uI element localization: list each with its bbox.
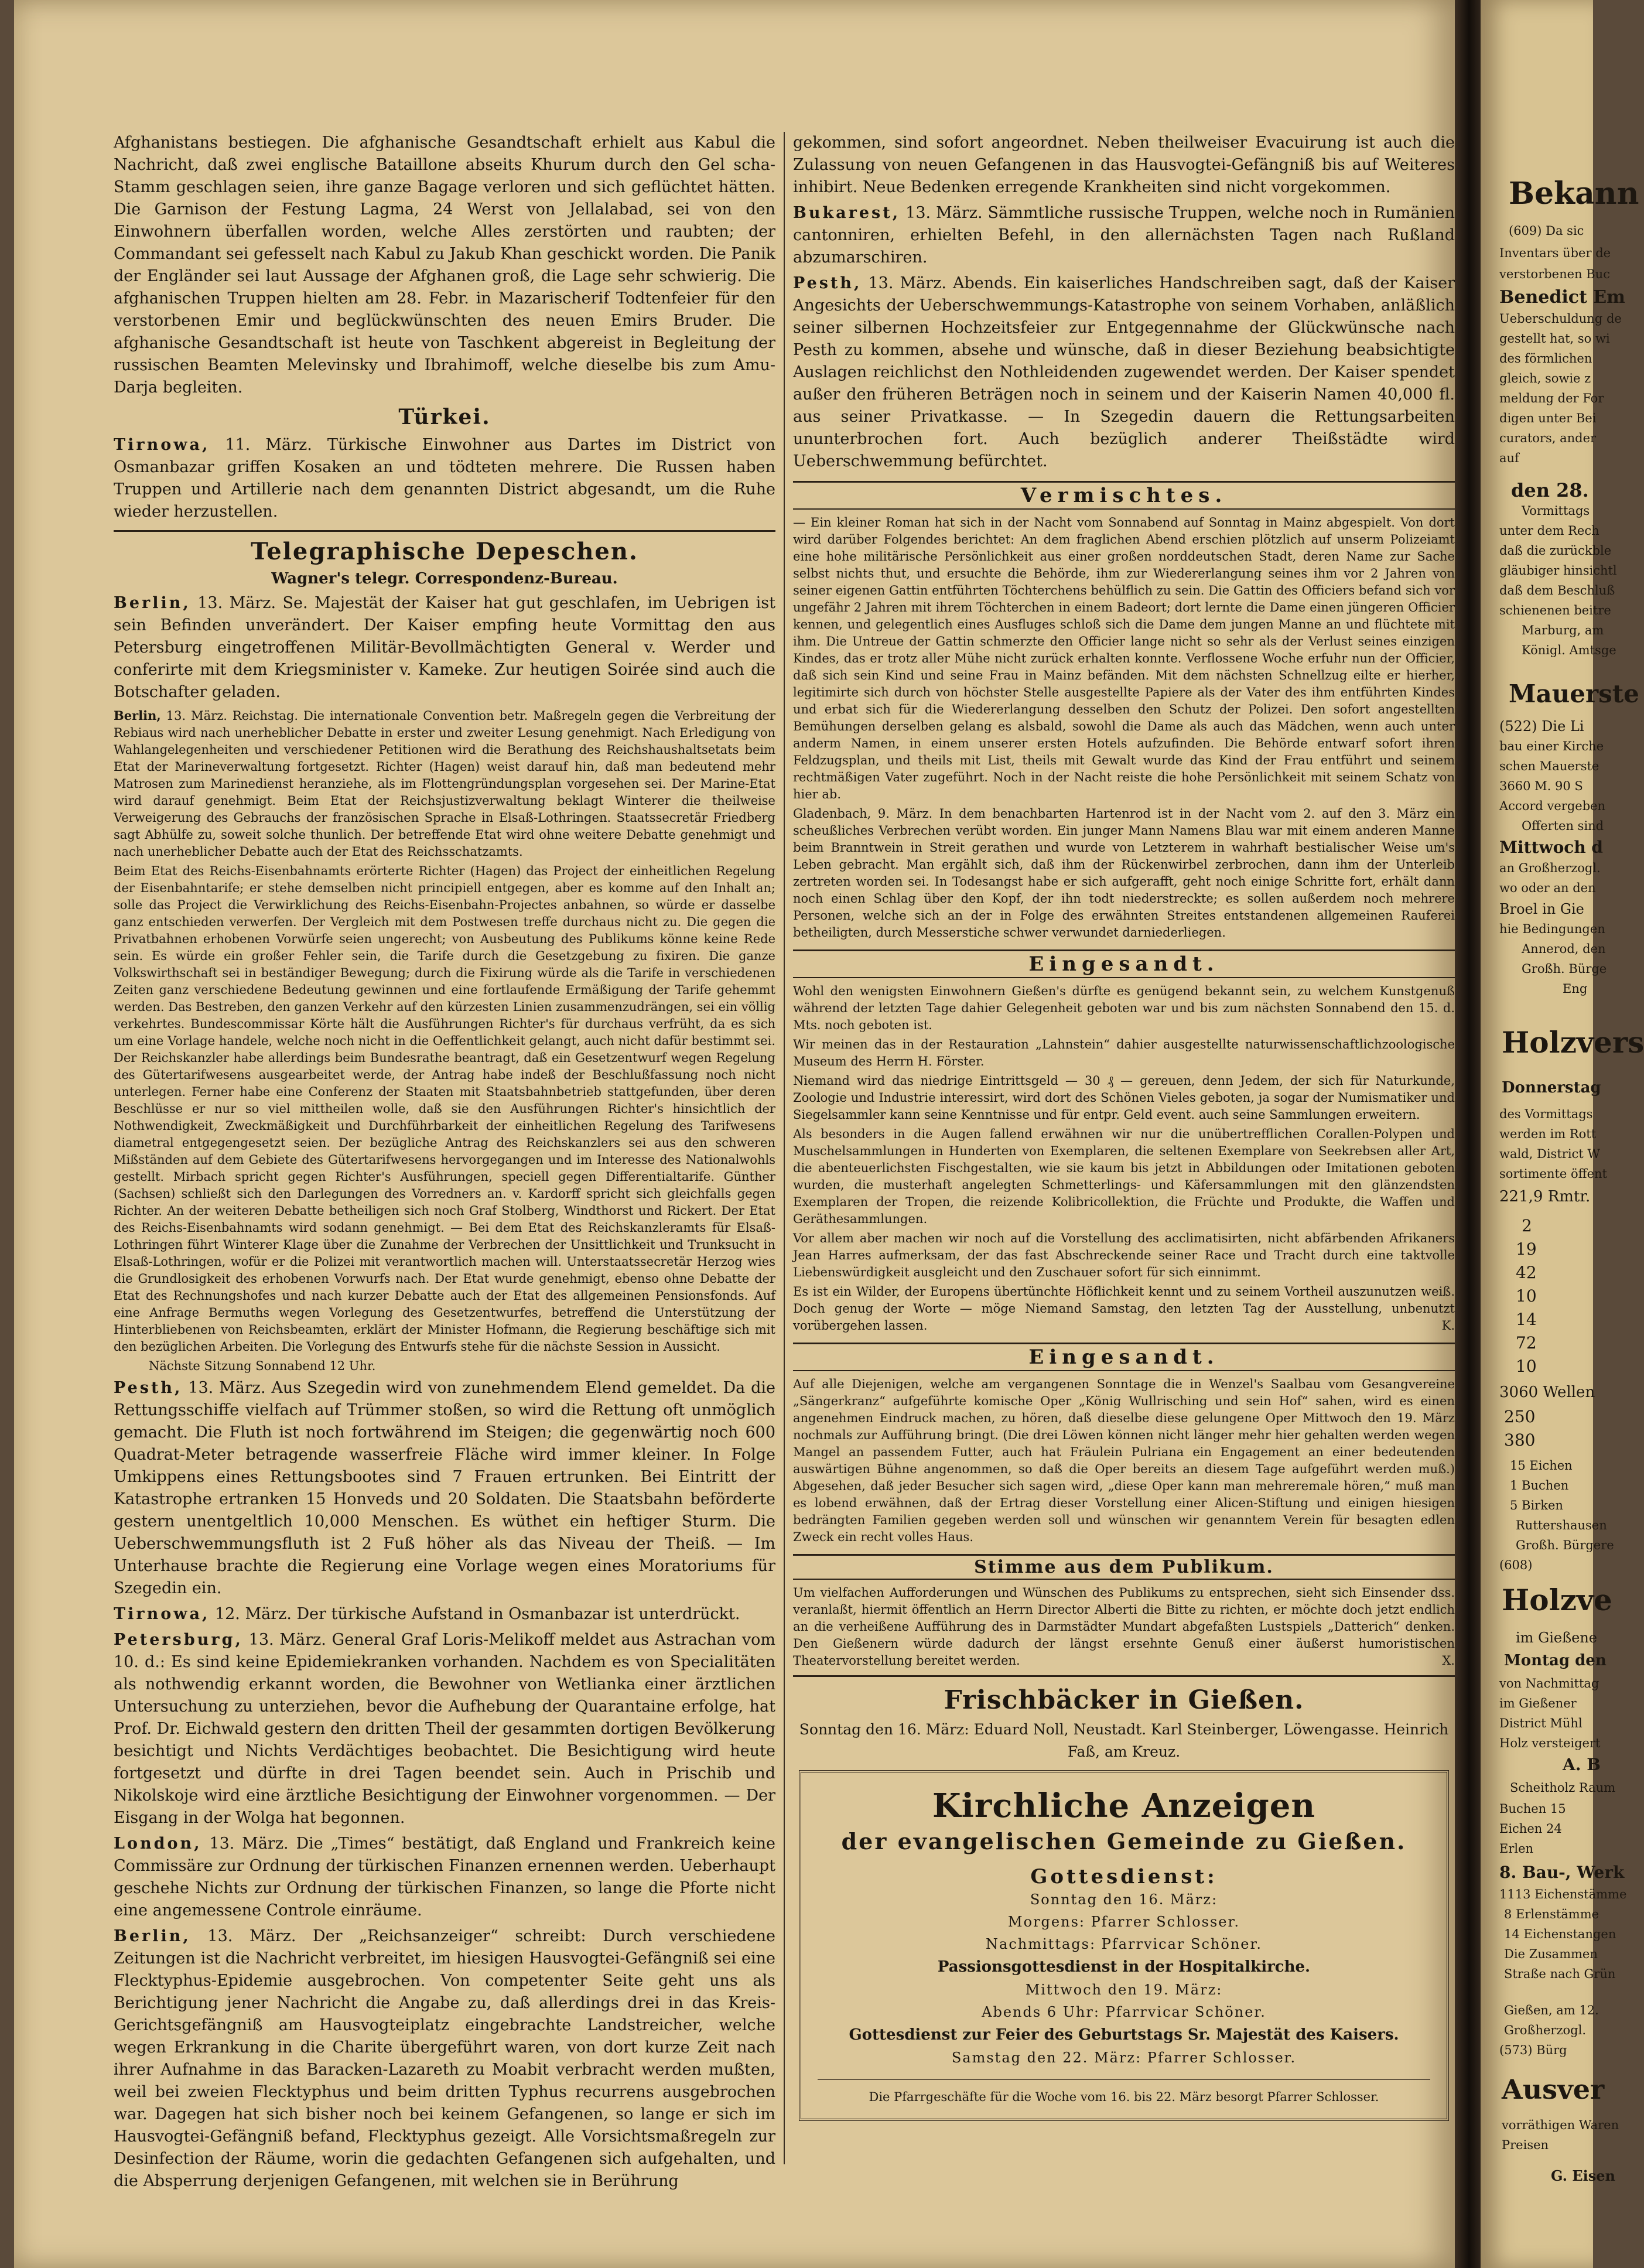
adjacent-text: gestellt hat, so wi xyxy=(1499,332,1610,346)
dispatch-reichstag xyxy=(114,707,775,860)
adjacent-text: 19 xyxy=(1516,1239,1537,1259)
adjacent-text: Mittwoch d xyxy=(1499,838,1604,857)
adjacent-text: daß dem Beschluß xyxy=(1499,583,1615,597)
stimme-text xyxy=(793,1584,1455,1669)
adjacent-text: Annerod, den xyxy=(1522,942,1606,956)
adjacent-text: 10 xyxy=(1516,1357,1537,1376)
adjacent-text: (573) Bürg xyxy=(1499,2043,1567,2057)
adjacent-text: wo oder an den xyxy=(1499,881,1596,895)
article-text: 13. März. Reichstag. Die internationale Convention betr. Maßregeln gegen die Verbreitung der Rebiaus wird nach unerheblicher Debatte in erster und zweiter Lesung genehmigt. Nach Erledigung von Wahlangelegenheiten und verschiedener Petitionen wird die Berathung des Reichshaushaltsetats beim Etat der Marineverwaltung fortgesetzt. Richter (Hagen) weist darauf hin, daß man bedeutend mehr Matrosen zum Marinedienst heranziehe, als im Flottengründungsplan vorgesehen sei. Der Marine-Etat wird darauf genehmigt. Beim Etat der Reichsjustizverwaltung beklagt Winterer die theilweise Verweigerung des Gebrauchs der französischen Sprache in Elsaß-Lothringen. Staatssecretär Friedberg sagt Abhülfe zu, soweit solche thunlich. Der betreffende Etat wird ohne weitere Debatte genehmigt und nach unerheblicher Debatte auch der Etat des Reichsschatzamts. xyxy=(114,709,775,859)
eingesandt-1-p2: Wir meinen das in der Restauration „Lahnstein“ dahier ausgestellte naturwissenschaftlichzoologische Museum des Herrn H. Förster. xyxy=(793,1037,1455,1068)
adjacent-text: des Vormittags xyxy=(1499,1107,1593,1121)
dispatch-continued: gekommen, sind sofort angeordnet. Neben theilweiser Evacuirung ist auch die Zulassung von neuen Gefangenen in das Hausvogtei-Gefängniß bis auf Weiteres inhibirt. Neue Bedenken erregende Krankheiten sind nicht vorgekommen. xyxy=(793,134,1455,196)
adjacent-text: wald, District W xyxy=(1499,1147,1600,1161)
adjacent-text: Montag den xyxy=(1504,1652,1607,1669)
service-heading: Passionsgottesdienst in der Hospitalkirche. xyxy=(937,1958,1311,1976)
adjacent-text: meldung der For xyxy=(1499,391,1604,405)
dateline: Petersburg, xyxy=(114,1631,243,1649)
adjacent-text: Königl. Amtsge xyxy=(1522,643,1616,657)
service-line: Sonntag den 16. März: xyxy=(1030,1891,1218,1908)
adjacent-text: 14 Eichenstangen xyxy=(1504,1927,1616,1941)
adjacent-text: Großh. Bürge xyxy=(1522,962,1607,976)
adjacent-text: Die Zusammen xyxy=(1504,1947,1598,1961)
dispatch-bukarest xyxy=(793,202,1455,269)
adjacent-text: G. Eisen xyxy=(1551,2167,1615,2184)
dispatch-tirnowa-2 xyxy=(114,1603,775,1625)
newspaper-page xyxy=(14,0,1455,2268)
adjacent-text: 10 xyxy=(1516,1286,1537,1306)
service-line: Samstag den 22. März: Pfarrer Schlosser. xyxy=(951,2050,1297,2066)
article-tirnowa-1 xyxy=(114,434,775,523)
column-left xyxy=(114,132,775,2196)
adjacent-text: 221,9 Rmtr. xyxy=(1499,1188,1591,1205)
adjacent-text: vorräthigen Waren xyxy=(1502,2118,1619,2132)
eingesandt-1-p4: Als besonders in die Augen fallend erwähnen wir nur die unübertrefflichen Corallen-Polypen und Muschelsammlungen in Hunderten von Exemplaren, die seltenen Exemplare von Seekrebsen aller Art, die abenteuerlichsten Fischgestalten, wie sie kaum bis jetzt in Abbildungen oder Imitationen geboten wurden, die musterhaft angelegten Schmetterlings- und Käfersammlungen mit den glänzendsten Exemplaren der Tropen, die reizende Kolibricollektion, die Früchte und Produkte, die Waffen und Geräthesammlungen. xyxy=(793,1127,1455,1226)
adjacent-text: Preisen xyxy=(1502,2138,1549,2152)
service-line: Mittwoch den 19. März: xyxy=(1025,1982,1223,1998)
adjacent-text: Straße nach Grün xyxy=(1504,1967,1616,1981)
article-text: 12. März. Der türkische Aufstand in Osmanbazar ist unterdrückt. xyxy=(210,1605,740,1623)
binding-gutter xyxy=(1455,0,1481,2268)
article-text: 13. März. Die „Times“ bestätigt, daß England und Frankreich keine Commissäre zur Ordnung der türkischen Finanzen ernennen werden. Ueberhaupt geschehe Nichts zur Ordnung der türkischen Finanzen, so lange die Pforte nicht eine angemessene Controle einräume. xyxy=(114,1835,775,1919)
dispatch-petersburg xyxy=(114,1629,775,1829)
adjacent-text: Accord vergeben xyxy=(1499,799,1606,813)
adjacent-text: District Mühl xyxy=(1499,1716,1583,1730)
dateline: Tirnowa, xyxy=(114,1605,210,1623)
adjacent-text: Vormittags xyxy=(1522,504,1590,518)
adjacent-text: 3060 Wellen xyxy=(1499,1384,1595,1401)
kirchliche-anzeigen-box xyxy=(799,1770,1449,2121)
dispatch-berlin-3 xyxy=(114,1925,775,2192)
adjacent-text: 8. Bau-, Werk xyxy=(1499,1863,1625,1882)
article-text: 13. März. Abends. Ein kaiserliches Handschreiben sagt, daß der Kaiser Angesichts der Ueberschwemmungs-Katastrophe von seinem Vorhaben, anläßlich seiner silbernen Hochzeitsfeier zur Entgegennahme der Glückwünsche nach Pesth zu kommen, absehe und wünsche, daß in dieser Beziehung beabsichtigte Auslagen reichlichst den Nothleidenden zugewendet werden. Der Kaiser spendet außer den früheren Beträgen noch in seinem und der Kaiserin Namen 40,000 fl. aus seiner Privatkasse. — In Szegedin dauern die Rettungsarbeiten ununterbrochen fort. Auch bezüglich anderer Theißstädte wird Ueberschwemmung befürchtet. xyxy=(793,274,1455,470)
article-text: Um vielfachen Aufforderungen und Wünschen des Publikums zu entsprechen, sieht sich Einsender dss. veranlaßt, hiermit öffentlich an Herrn Director Alberti die Bitte zu richten, er möchte doch jetzt endlich an die verheißene Aufführung des in Darmstädter Mundart abgefaßten Lustspiels „Datterich“ denken. Den Gießenern würde dadurch der längst ersehnte Genuß einer äußerst humoristischen Theatervorstellung bereitet werden. xyxy=(793,1586,1455,1668)
article-text: 13. März. General Graf Loris-Melikoff meldet aus Astrachan vom 10. d.: Es sind keine Epidemiekranken vorhanden. Nachdem es von Specialitäten als nothwendig erkannt worden, die Bewohner von Wetlianka einer ärztlichen Untersuchung zu unterziehen, bevor die Aufhebung der Quarantaine erfolge, hat Prof. Dr. Eichwald gestern den dritten Theil der gesammten dortigen Bevölkerung besichtigt und Nichts Verdächtiges beobachtet. Die Besichtigung wird heute fortgesetzt und dürfte in drei Tagen beendet sein. Auch in Prischib und Nikolskoje wird eine ärztliche Besichtigung der Einwohner vorgenommen. — Der Eisgang in der Wolga hat begonnen. xyxy=(114,1631,775,1827)
adjacent-text: Buchen 15 xyxy=(1499,1802,1566,1816)
gottesdienst-heading: Gottesdienst: xyxy=(1030,1865,1218,1888)
dateline: London, xyxy=(114,1835,202,1853)
pfarrgeschaefte-note: Die Pfarrgeschäfte für die Woche vom 16. bis 22. März besorgt Pfarrer Schlosser. xyxy=(818,2079,1430,2106)
adjacent-text: A. B xyxy=(1563,1755,1601,1774)
article-text: 13. März. Aus Szegedin wird von zunehmendem Elend gemeldet. Da die Rettungsschiffe vielfach auf Trümmer stoßen, so wird die Rettung oft unmöglich gemacht. Die Fluth ist noch fortwährend im Steigen; die gegenwärtig noch 600 Quadrat-Meter betragende wasserfreie Fläche wird immer kleiner. In Folge Umkippens eines Rettungsbootes sind 7 Frauen ertrunken. Bei Eintritt der Katastrophe ertranken 15 Honveds und 20 Soldaten. Die Staatsbahn beförderte gestern unentgeltlich 10,000 Menschen. Es wüthet ein heftiger Sturm. Die Ueberschwemmungsfluth ist 2 Fuß höher als das Niveau der Theiß. — Im Unterhause brachte die Regierung eine Vorlage wegen eines Moratoriums für Szegedin ein. xyxy=(114,1379,775,1597)
article-text: 13. März. Der „Reichsanzeiger“ schreibt: Durch verschiedene Zeitungen ist die Nachricht verbreitet, im hiesigen Hausvogtei-Gefängniß sei eine Flecktyphus-Epidemie ausgebrochen. Von competenter Seite geht uns als Berichtigung jener Nachricht die Angabe zu, daß allerdings drei in das Kreis-Gerichtsgefängniß am Hausvogteiplatz eingebrachte Landstreicher, welche wegen Erkrankung in die Charite übergeführt waren, von dort kurze Zeit nach ihrer Aufnahme in das Baracken-Lazareth zu Moabit verbracht werden mußten, weil bei zweien Flecktyphus und beim dritten Typhus recurrens ausgebrochen war. Dagegen hat sich bisher noch bei keinem Gefangenen, so lange er sich im Hausvogtei-Gefängniß befand, Flecktyphus gezeigt. Alle Vorsichtsmaßregeln zur Desinfection der Räume, worin die gedachten Gefangenen sich aufgehalten, und die Absperrung derjenigen Gefangenen, mit welchen sie in Berührung xyxy=(114,1927,775,2190)
adjacent-text: (522) Die Li xyxy=(1499,718,1584,735)
heading-frischbaecker: Frischbäcker in Gießen. xyxy=(944,1685,1304,1715)
adjacent-text: im Gießener xyxy=(1499,1696,1577,1710)
adjacent-text: 250 xyxy=(1504,1407,1536,1426)
signature: X. xyxy=(1442,1654,1455,1668)
adjacent-text: digen unter Bei xyxy=(1499,411,1597,425)
adjacent-page-edge xyxy=(1481,0,1644,2268)
article-text: 13. März. Se. Majestät der Kaiser hat gut geschlafen, im Uebrigen ist sein Befinden unverändert. Der Kaiser empfing heute Vormittag den aus Petersburg eingetroffenen Militär-Bevollmächtigten General v. Werder und conferirte mit dem Kriegsminister v. Kameke. Zur heutigen Soirée sind auch die Botschafter geladen. xyxy=(114,594,775,701)
column-right xyxy=(793,132,1455,2128)
dispatch-london xyxy=(114,1833,775,1922)
adjacent-text: gleich, sowie z xyxy=(1499,371,1591,385)
dateline: Berlin, xyxy=(114,708,161,723)
adjacent-text: 72 xyxy=(1516,1333,1537,1352)
adjacent-text: schen Mauerste xyxy=(1499,759,1599,773)
service-line: Abends 6 Uhr: Pfarrvicar Schöner. xyxy=(982,2004,1266,2020)
eingesandt-1-p3: Niemand wird das niedrige Eintrittsgeld — 30 ₰ — gereuen, denn Jedem, der sich für Naturkunde, Zoologie und Industrie interessirt, wird dort des Schönen Vieles geboten, ja sogar der Numismatiker und Siegelsammler kann seine Kenntnisse und für entpr. Geld event. auch seine Sammlungen erweitern. xyxy=(793,1074,1455,1122)
adjacent-text: Ueberschuldung de xyxy=(1499,312,1622,326)
adjacent-text: Donnerstag xyxy=(1502,1079,1601,1097)
adjacent-text: daß die zurückble xyxy=(1499,544,1612,558)
service-line: Nachmittags: Pfarrvicar Schöner. xyxy=(986,1936,1262,1952)
adjacent-text: 14 xyxy=(1516,1310,1537,1329)
dispatch-pesth-1 xyxy=(114,1377,775,1600)
adjacent-text: Eng xyxy=(1563,982,1588,996)
dateline: Bukarest, xyxy=(793,204,901,222)
adjacent-text: Holzvers xyxy=(1502,1025,1644,1060)
eingesandt-2-text: Auf alle Diejenigen, welche am vergangenen Sonntage die in Wenzel's Saalbau vom Gesangvereine „Sängerkranz“ aufgeführte komische Oper „König Wullrisching und sein Hof“ sahen, wird es einen angenehmen Eindruck machen, zu hören, daß dieselbe diese gelungene Oper Mittwoch den 19. März nochmals zur Aufführung bringt. (Die drei Löwen können nicht länger mehr hier gehalten werden wegen Mangel an passendem Futter, auch hat Fräulein Pulriana ein Engagement an einer bedeutenden auswärtigen Bühne angenommen, so daß die Oper bereits an diesem Tage aufgeführt werden muß.) Abgesehen, daß jeder Besucher sich sagen wird, „diese Oper kann man mehreremale hören,“ muß man es lobend erwähnen, daß der Ertrag dieser Vorstellung einer Alicen-Stiftung und einigen hiesigen bedrängten Familien gegeben werden soll und wünschen wir genanntem Verein für besagten edlen Zweck ein recht volles Haus. xyxy=(793,1377,1455,1544)
article-text: 11. März. Türkische Einwohner aus Dartes im District von Osmanbazar griffen Kosaken an und tödteten mehrere. Die Russen haben Truppen und Artillerie nach dem genannten District abgesandt, um die Ruhe wieder herzustellen. xyxy=(114,436,775,521)
article-mainz-roman: — Ein kleiner Roman hat sich in der Nacht vom Sonnabend auf Sonntag in Mainz abgespielt. Von dort wird darüber Folgendes berichtet: An dem fraglichen Abend erschien plötzlich auf unserm Polizeiamt eine hohe militärische Persönlichkeit aus einer großen norddeutschen Stadt, deren Name zur Sache selbst nichts thut, und ersuchte die Behörde, ihm zur Wiedererlangung seines ihm vor 2 Jahren von seiner eigenen Gattin entführten Töchterchens behülflich zu sein. Die Gattin des Officiers befand sich vor ungefähr 2 Jahren mit ihrem Töchterchen in einem Badeort; dort lernte die Dame einen jüngeren Officier kennen, und gelegentlich eines Ausfluges schloß sich die Dame dem jungen Manne an und flüchtete mit ihm. Die Untreue der Gattin schmerzte den Officier lange nicht so sehr als der Verlust seines einzigen Kindes, das er trotz aller Mühe nicht zurück erhalten konnte. Verflossene Woche erfuhr nun der Officier, daß sich sein Kind und seine Frau in Mainz befänden. Mit dem nächsten Schnellzug eilte er hierher, legitimirte sich durch von höchster Stelle ausgestellte Papiere als der Vater des ihm entführten Kindes und erbat sich für die Wiedererlangung desselben den Schutz der Polizei. Den sofort angestellten Bemühungen derselben gelang es alsbald, sowohl die Dame als auch das Mädchen, wenn auch unter anderm Namen, in einem unserer ersten Hotels aufzufinden. Die Behörde entwarf sofort ihren Feldzugsplan, und theils mit List, theils mit Gewalt wurde das Kind der Frau entführt und seinem rechtmäßigen Vater zugeführt. Noch in der Nacht reiste die hohe Persönlichkeit mit seinem Schatz von hier ab. xyxy=(793,515,1455,801)
kirchliche-subtitle: der evangelischen Gemeinde zu Gießen. xyxy=(841,1828,1407,1854)
adjacent-text: 8 Erlenstämme xyxy=(1504,1907,1599,1921)
adjacent-text: (609) Da sic xyxy=(1509,224,1584,238)
service-line: Morgens: Pfarrer Schlosser. xyxy=(1008,1914,1240,1930)
adjacent-text: 380 xyxy=(1504,1430,1536,1450)
adjacent-text: Großherzogl. xyxy=(1504,2023,1587,2037)
adjacent-text: 2 xyxy=(1522,1216,1532,1235)
article-afghanistan: Afghanistans bestiegen. Die afghanische Gesandtschaft erhielt aus Kabul die Nachricht, daß zwei englische Bataillone abseits Khurum durch den Gel scha-Stamm geschlagen seien, ihre ganze Bagage verloren und sich geflüchtet hätten. Die Garnison der Festung Lagma, 24 Werst von Jellalabad, sei von den Einwohnern überfallen worden, welche Alles zerstörten und raubten; der Commandant sei gefesselt nach Kabul zu Jakub Khan geschickt worden. Die Panik der Engländer sei laut Aussage der Afghanen groß, die Lage sehr schwierig. Die afghanischen Truppen hielten am 28. Febr. in Mazarischerif Todtenfeier für den verstorbenen Emir und beglückwünschten des neuen Emirs Bruder. Die afghanische Gesandtschaft ist heute von Taschkent abgereist in Begleitung der russischen Beamten Melevinsky und Ibrahimoff, welche dieselbe bis zum Amu-Darja begleiten. xyxy=(114,134,775,397)
heading-tuerkei: Türkei. xyxy=(398,405,491,429)
adjacent-text: des förmlichen xyxy=(1499,351,1592,366)
adjacent-text: Marburg, am xyxy=(1522,623,1604,637)
adjacent-text: Bekann xyxy=(1509,176,1639,211)
adjacent-text: Broel in Gie xyxy=(1499,901,1584,917)
adjacent-text: im Gießene xyxy=(1516,1630,1598,1646)
adjacent-text: curators, ander xyxy=(1499,431,1597,445)
dateline: Berlin, xyxy=(114,594,191,612)
dispatch-reichstag-2: Beim Etat des Reichs-Eisenbahnamts erörterte Richter (Hagen) das Project der einheitlichen Regelung der Eisenbahntarife; er stehe demselben nicht principiell entgegen, aber es komme auf den Inhalt an; solle das Project die Verwirklichung des Reichs-Eisenbahn-Projectes anbahnen, so würde er dasselbe ganz entschieden verwerfen. Der Vergleich mit dem Postwesen treffe durchaus nicht zu. Die gegen die Privatbahnen erhobenen Vorwürfe seien ungerecht; von Ausbeutung des Publikums könne keine Rede sein. Es würde ein großer Fehler sein, die Tarife durch die Gesetzgebung zu fixiren. Die ganze Volkswirthschaft sei in beständiger Bewegung; durch die Fixirung würde als die Tarife in verschiedenen Zeiten ganz verschiedene Bedeutung gewinnen und eine fortlaufende Ermäßigung der Tarife gehemmt werden. Das Bestreben, den ganzen Verkehr auf den kürzesten Linien zusammenzudrängen, sei ein völlig verkehrtes. Bundescommissar Körte hält die Ausführungen Richter's für durchaus verfrüht, da es sich um eine Vorlage handele, welche noch nicht in die Oeffentlichkeit gelangt, auch nicht dafür bestimmt sei. Der Reichskanzler habe allerdings beim Bundesrathe beantragt, daß ein Gesetzentwurf wegen Regelung des Gütertarifwesens ausgearbeitet werde, der Antrag habe indeß der Beschlußfassung noch nicht unterlegen. Ferner habe eine Conferenz der Staaten mit Staatsbahnbetrieb stattgefunden, über deren Beschlüsse er nur so viel mittheilen wolle, daß sie den Ausführungen Richter's hinsichtlich der Nothwendigkeit, Zweckmäßigkeit und Durchführbarkeit der einheitlichen Regelung des Tarifwesens diametral entgegengesetzt seien. Der bezügliche Antrag des Reichskanzlers sei aus den schweren Mißständen auf dem Gebiete des Gütertarifwesens hervorgegangen und im Interesse des Nationalwohls gestellt. Mirbach spricht gegen Richter's Ausführungen, speciell gegen Differentialtarife. Günther (Sachsen) schließt sich den Darlegungen des Vorredners an. v. Kardorff spricht sich gleichfalls gegen Richter. An der weiteren Debatte betheiligen sich noch Graf Stolberg, Windthorst und Rickert. Der Etat des Reichs-Eisenbahnamts wird sodann genehmigt. — Bei dem Etat des Reichskanzleramts für Elsaß-Lothringen führt Winterer Klage über die Zunahme der Verbrechen der Unsittlichkeit und Trunksucht in Elsaß-Lothringen, wofür er die Polizei mit verantwortlich machen will. Unterstaatssecretär Herzog wies die Grundlosigkeit des erhobenen Vorwurfs nach. Der Etat wurde genehmigt, ebenso ohne Debatte der Etat des Rechnungshofes und nach kurzer Debatte auch der Etat des allgemeinen Pensionsfonds. Auf eine Anfrage Bermuths wegen Vorlegung des Gesetzentwurfes, betreffend die Unterstützung der Hinterbliebenen von Reichsbeamten, erklärt der Minister Hofmann, die Regierung beschäftige sich mit den bezüglichen Arbeiten. Die Vorlegung des Entwurfs stehe für die nächste Session in Aussicht. xyxy=(114,864,775,1354)
dispatch-berlin-1 xyxy=(114,592,775,703)
adjacent-text: hie Bedingungen xyxy=(1499,922,1605,936)
eingesandt-1-p5: Vor allem aber machen wir noch auf die Vorstellung des acclimatisirten, nicht abfärbenden Afrikaners Jean Harres aufmerksam, der das fast Abschreckende seiner Race und Tracht durch eine taktvolle Liebenswürdigkeit ausgleicht und den Zuschauer sofort für sich einnimmt. xyxy=(793,1231,1455,1279)
heading-eingesandt-2: Eingesandt. xyxy=(793,1343,1455,1371)
adjacent-text: Ausver xyxy=(1502,2074,1605,2105)
service-heading: Gottesdienst zur Feier des Geburtstags Sr. Majestät des Kaisers. xyxy=(849,2026,1399,2044)
adjacent-text: werden im Rott xyxy=(1499,1127,1597,1141)
adjacent-text: (608) xyxy=(1499,1558,1533,1572)
signature: K. xyxy=(1441,1319,1455,1333)
adjacent-text: an Großherzogl. xyxy=(1499,861,1601,875)
column-rule xyxy=(784,132,785,2164)
heading-stimme: Stimme aus dem Publikum. xyxy=(793,1554,1455,1580)
adjacent-text: auf xyxy=(1499,451,1519,465)
adjacent-text: Erlen xyxy=(1499,1842,1534,1856)
divider xyxy=(793,1675,1455,1677)
adjacent-text: den 28. xyxy=(1511,479,1589,501)
adjacent-text: Ruttershausen xyxy=(1516,1518,1607,1532)
subheading-bureau: Wagner's telegr. Correspondenz-Bureau. xyxy=(271,570,618,588)
adjacent-text: 15 Eichen xyxy=(1510,1459,1573,1473)
heading-eingesandt-1: Eingesandt. xyxy=(793,949,1455,978)
adjacent-text: Offerten sind xyxy=(1522,819,1604,833)
adjacent-text: 5 Birken xyxy=(1510,1498,1563,1512)
adjacent-text: Scheitholz Raum xyxy=(1510,1781,1616,1795)
adjacent-text: Gießen, am 12. xyxy=(1504,2003,1599,2017)
adjacent-text: gläubiger hinsichtl xyxy=(1499,563,1617,578)
dateline: Pesth, xyxy=(793,274,862,292)
article-text: Es ist ein Wilder, der Europens übertünchte Höflichkeit kennt und zu seinem Vortheil auszunutzen weiß. Doch genug der Worte — möge Niemand Samstag, den letzten Tag der Ausstellung, unbenutzt vorübergehen lassen. xyxy=(793,1285,1455,1333)
adjacent-text: Benedict Em xyxy=(1499,287,1625,308)
adjacent-text: unter dem Rech xyxy=(1499,524,1599,538)
adjacent-text: 1 Buchen xyxy=(1510,1478,1569,1492)
adjacent-text: 3660 M. 90 S xyxy=(1499,779,1583,793)
dateline: Pesth, xyxy=(114,1379,183,1397)
adjacent-text: von Nachmittag xyxy=(1499,1676,1599,1690)
adjacent-text: 1113 Eichenstämme xyxy=(1499,1887,1627,1901)
heading-depeschen: Telegraphische Depeschen. xyxy=(251,538,638,565)
article-gladenbach: Gladenbach, 9. März. In dem benachbarten Hartenrod ist in der Nacht vom 2. auf den 3. März ein scheußliches Verbrechen verübt worden. Ein junger Mann Namens Blau war mit einem anderen Manne beim Branntwein in Streit gerathen und wurde von Letzterem in wahrhaft bestialischer Weise um's Leben gebracht. Man ergählt sich, daß ihm der Rückenwirbel zerbrochen, dann ihm der Unterleib zertreten worden sei. In Todesangst habe er sich aufgerafft, geht noch einige Schritte fort, erhält dann noch einen Schlag über den Kopf, der ihn todt niederstreckte; es sollen außerdem noch mehrere Personen, welche sich an der in Folge des erwähnten Streites entstandenen allgemeinen Rauferei betheiligten, durch Messerstiche schwer verwundet darniederliegen. xyxy=(793,807,1455,940)
eingesandt-1-p6 xyxy=(793,1283,1455,1334)
adjacent-text: verstorbenen Buc xyxy=(1499,267,1610,281)
dispatch-pesth-2 xyxy=(793,272,1455,473)
adjacent-text: Großh. Bürgere xyxy=(1516,1538,1614,1552)
adjacent-text: bau einer Kirche xyxy=(1499,739,1604,753)
adjacent-text: sortimente öffent xyxy=(1499,1167,1607,1181)
dateline: Berlin, xyxy=(114,1927,191,1945)
adjacent-text: Inventars über de xyxy=(1499,246,1611,260)
heading-vermischtes: Vermischtes. xyxy=(793,481,1455,510)
eingesandt-1-p1: Wohl den wenigsten Einwohnern Gießen's dürfte es genügend bekannt sein, zu welchem Kunstgenuß während der letzten Tage dahier Gelegenheit geboten war und bis zum nächsten Sonnabend den 15. d. Mts. noch geboten ist. xyxy=(793,984,1455,1032)
dispatch-reichstag-3: Nächste Sitzung Sonnabend 12 Uhr. xyxy=(149,1359,376,1373)
adjacent-text: Eichen 24 xyxy=(1499,1822,1562,1836)
adjacent-text: schienenen beitre xyxy=(1499,603,1611,617)
frischbaecker-list: Sonntag den 16. März: Eduard Noll, Neustadt. Karl Steinberger, Löwengasse. Heinrich Faß, am Kreuz. xyxy=(799,1721,1449,1760)
adjacent-text: Holz versteigert xyxy=(1499,1736,1601,1750)
kirchliche-title: Kirchliche Anzeigen xyxy=(932,1787,1316,1825)
divider xyxy=(114,530,775,532)
adjacent-text: Holzve xyxy=(1502,1583,1612,1617)
article-text: 13. März. Sämmtliche russische Truppen, welche noch in Rumänien cantonniren, erhielten Befehl, in den allernächsten Tagen nach Rußland abzumarschiren. xyxy=(793,204,1455,267)
adjacent-text: Mauerste xyxy=(1509,679,1639,708)
adjacent-text: 42 xyxy=(1516,1263,1537,1282)
dateline: Tirnowa, xyxy=(114,436,210,454)
